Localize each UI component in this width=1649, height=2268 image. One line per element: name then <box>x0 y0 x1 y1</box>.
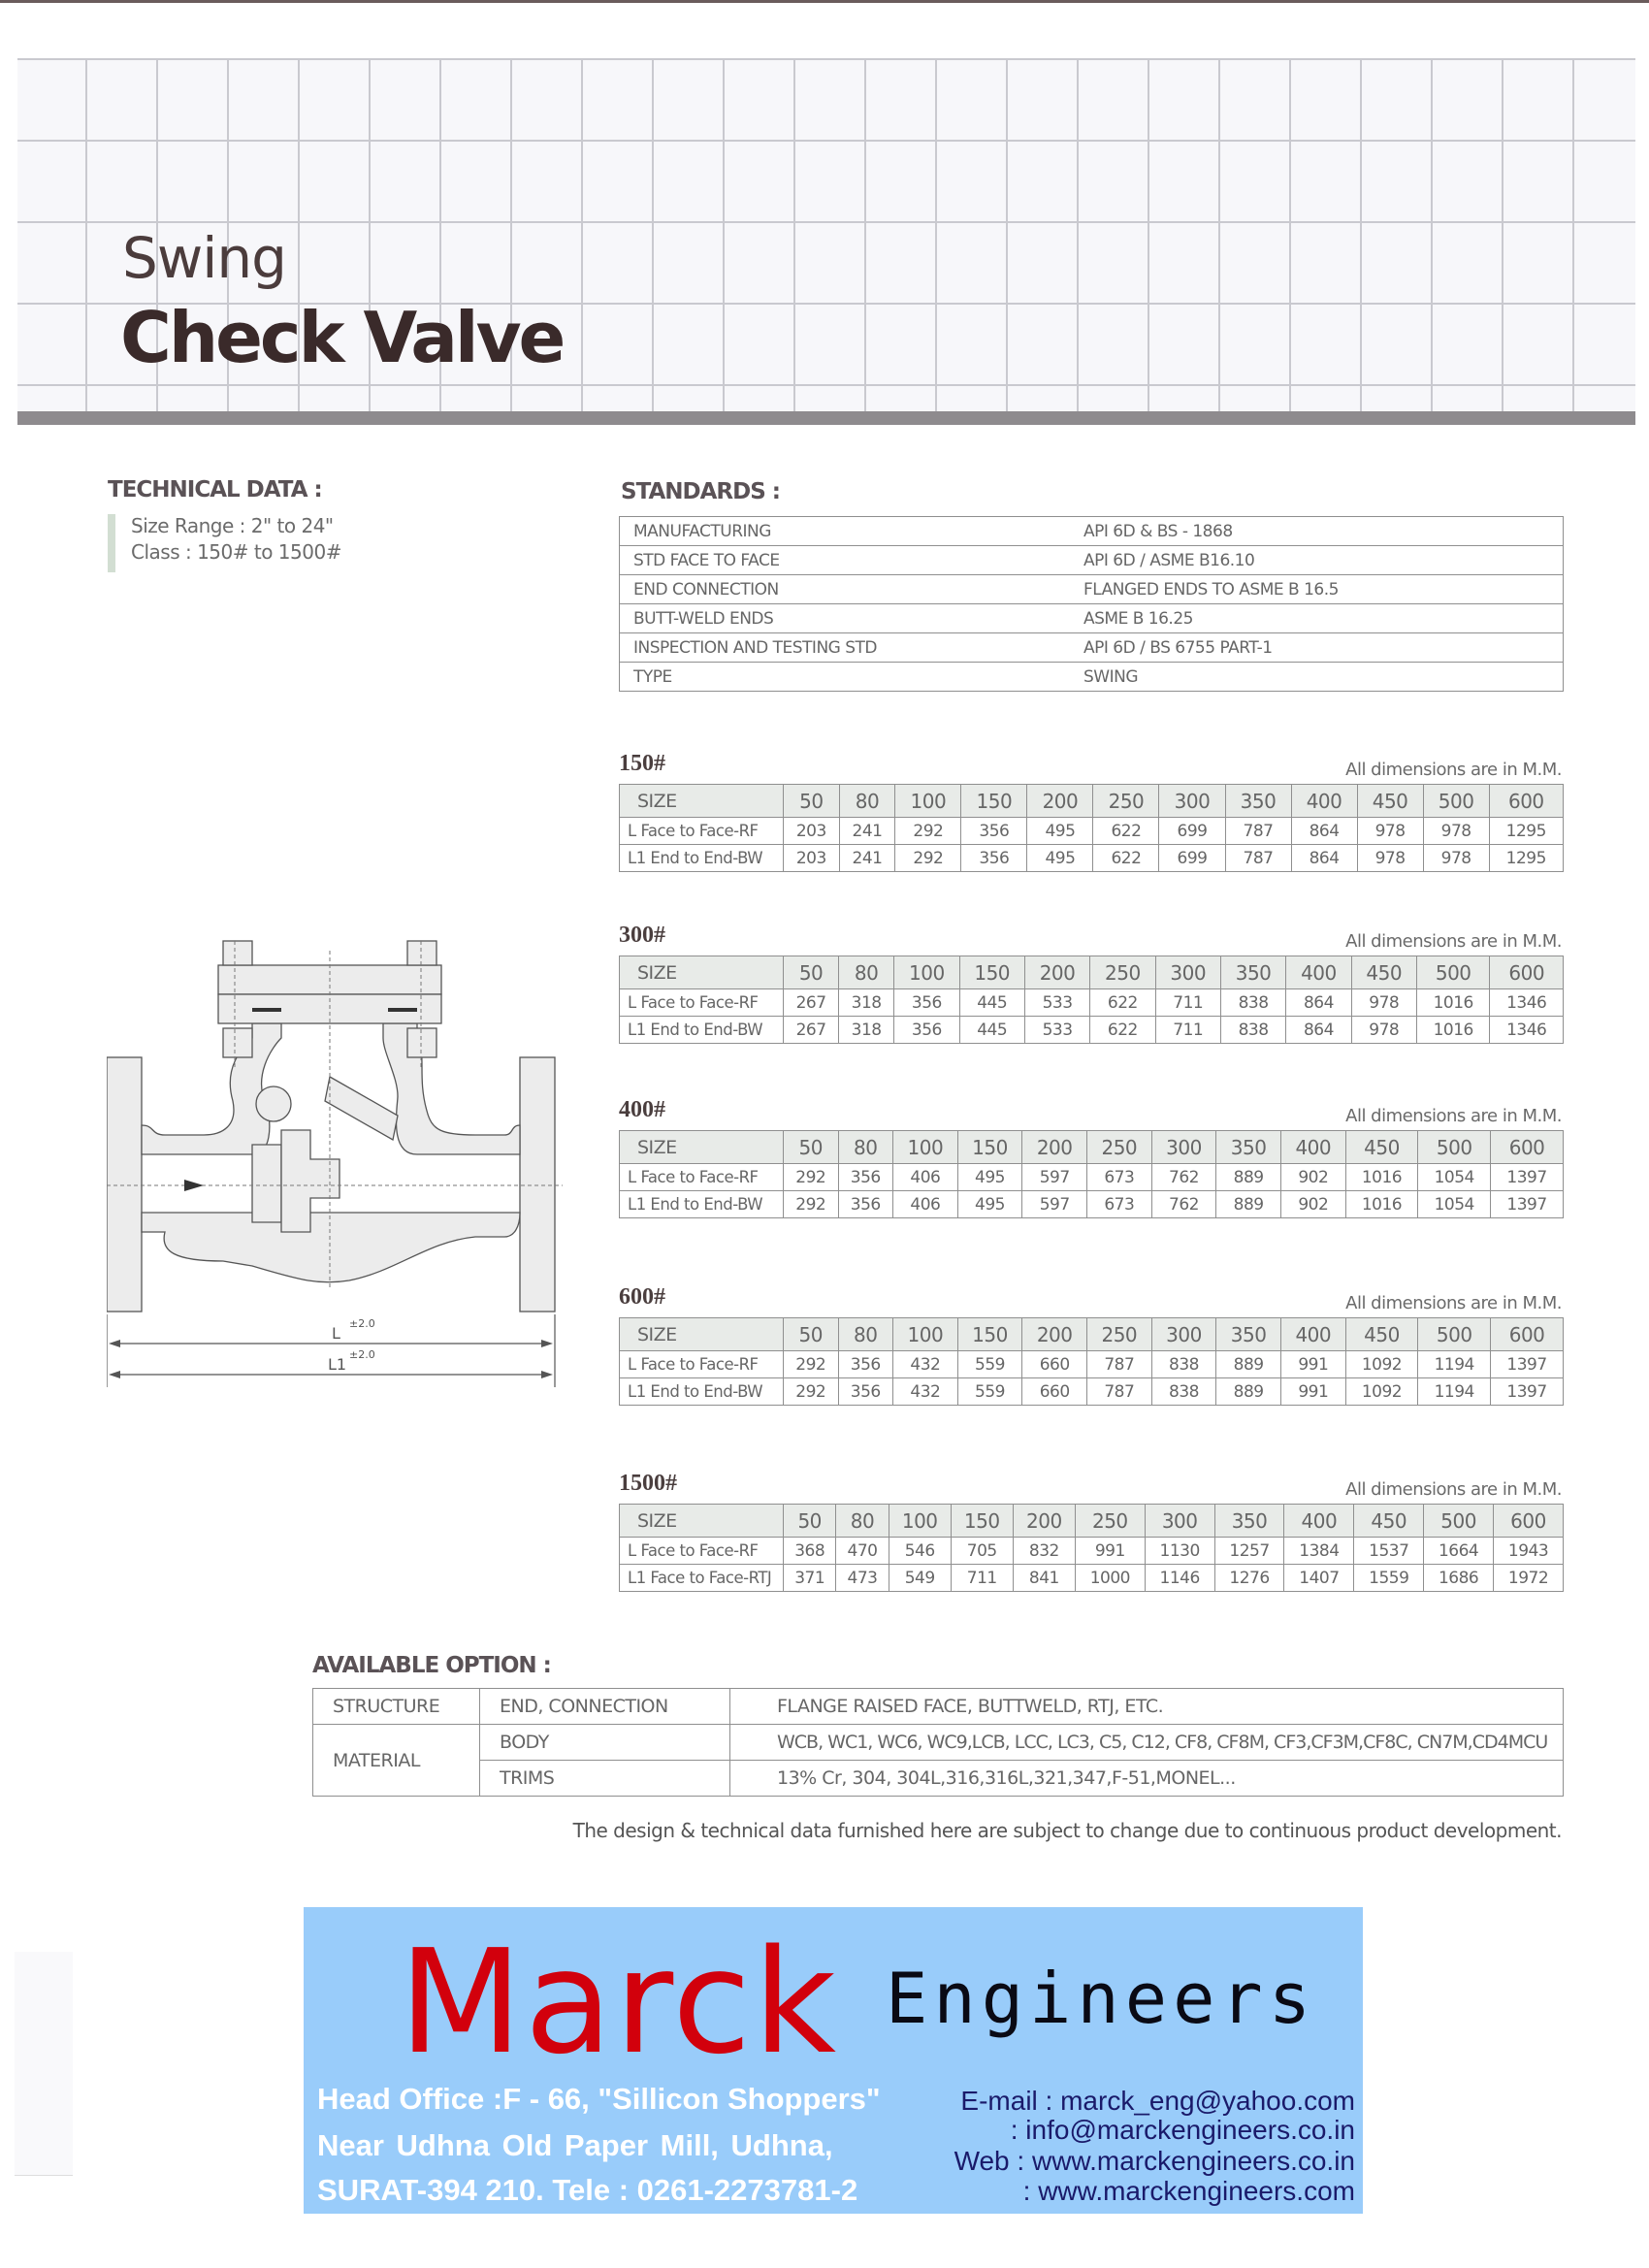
size-header-cell: 150 <box>957 1131 1022 1164</box>
size-range-text: Size Range : 2" to 24" <box>131 514 334 537</box>
size-header-cell: 150 <box>959 956 1024 989</box>
dimension-value-cell: 267 <box>784 1017 839 1044</box>
web-line-2[interactable]: : www.marckengineers.com <box>1022 2176 1355 2206</box>
dimension-unit-note: All dimensions are in M.M. <box>1345 1293 1562 1313</box>
size-header-cell: 400 <box>1280 1131 1345 1164</box>
email-line-1[interactable]: E-mail : marck_eng@yahoo.com <box>960 2086 1355 2116</box>
dimension-value-cell: 622 <box>1090 1017 1155 1044</box>
dimension-row <box>620 1538 1564 1565</box>
dimension-value-cell: 292 <box>895 818 961 845</box>
flow-direction-arrow-icon <box>184 1180 204 1191</box>
dimension-table <box>619 1317 1564 1406</box>
standards-row <box>620 663 1564 692</box>
dimension-value-cell: 1054 <box>1418 1191 1491 1218</box>
dimension-value-cell: 1092 <box>1345 1351 1418 1378</box>
standards-label: STD FACE TO FACE <box>620 546 1071 575</box>
dimension-value-cell: 1295 <box>1489 845 1563 872</box>
dimension-value-cell: 241 <box>839 845 895 872</box>
standards-label: END CONNECTION <box>620 575 1071 604</box>
dimension-row-label: L Face to Face-RF <box>620 1538 784 1565</box>
dimension-value-cell: 978 <box>1357 818 1423 845</box>
dimension-value-cell: 660 <box>1022 1351 1087 1378</box>
standards-value: ASME B 16.25 <box>1070 604 1564 633</box>
size-header-cell: 400 <box>1284 1505 1354 1538</box>
dimension-value-cell: 1146 <box>1145 1565 1214 1592</box>
dimension-value-cell: 1537 <box>1354 1538 1424 1565</box>
dimension-value-cell: 838 <box>1220 989 1285 1017</box>
dimension-value-cell: 660 <box>1022 1378 1087 1406</box>
size-header-cell: 300 <box>1151 1131 1216 1164</box>
size-header-cell: 300 <box>1155 956 1220 989</box>
standards-value: FLANGED ENDS TO ASME B 16.5 <box>1070 575 1564 604</box>
size-header-label: SIZE <box>620 1131 784 1164</box>
size-header-cell: 350 <box>1216 1131 1281 1164</box>
size-header-row <box>620 1131 1564 1164</box>
dimension-value-cell: 267 <box>784 989 839 1017</box>
standards-label: MANUFACTURING <box>620 517 1071 546</box>
dimension-row-label: L1 End to End-BW <box>620 1191 784 1218</box>
dimension-value-cell: 495 <box>957 1191 1022 1218</box>
dimension-value-cell: 406 <box>893 1191 958 1218</box>
size-header-cell: 250 <box>1087 1131 1152 1164</box>
dimension-value-cell: 292 <box>784 1378 839 1406</box>
dimension-value-cell: 1686 <box>1424 1565 1494 1592</box>
dimension-value-cell: 787 <box>1087 1351 1152 1378</box>
size-header-label: SIZE <box>620 1318 784 1351</box>
class-title: 1500# <box>619 1471 677 1496</box>
dimension-value-cell: 432 <box>893 1351 958 1378</box>
size-header-cell: 400 <box>1286 956 1351 989</box>
size-header-cell: 450 <box>1345 1318 1418 1351</box>
size-header-cell: 150 <box>961 785 1027 818</box>
dimension-value-cell: 495 <box>1027 845 1093 872</box>
size-header-cell: 350 <box>1220 956 1285 989</box>
size-header-cell: 80 <box>836 1505 889 1538</box>
size-header-cell: 350 <box>1225 785 1291 818</box>
dimension-value-cell: 1092 <box>1345 1378 1418 1406</box>
option-row-structure <box>313 1689 1564 1725</box>
size-header-cell: 600 <box>1491 1131 1564 1164</box>
size-header-cell: 100 <box>893 1318 958 1351</box>
size-header-cell: 450 <box>1345 1131 1418 1164</box>
dimension-row-label: L Face to Face-RF <box>620 1164 784 1191</box>
dimension-table <box>619 784 1564 872</box>
dimension-value-cell: 991 <box>1280 1351 1345 1378</box>
brand-name-engineers: Engineers <box>886 1958 1317 2039</box>
dimension-value-cell: 203 <box>784 818 840 845</box>
standards-value: SWING <box>1070 663 1564 692</box>
dimension-value-cell: 902 <box>1280 1164 1345 1191</box>
size-header-cell: 450 <box>1354 1505 1424 1538</box>
size-header-cell: 200 <box>1013 1505 1075 1538</box>
dimension-value-cell: 864 <box>1291 818 1357 845</box>
dimension-value-cell: 978 <box>1357 845 1423 872</box>
dimension-value-cell: 356 <box>838 1351 893 1378</box>
dimension-value-cell: 318 <box>839 989 894 1017</box>
size-header-cell: 100 <box>894 956 959 989</box>
header-divider-bar <box>17 411 1635 425</box>
dimension-row <box>620 1378 1564 1406</box>
size-header-cell: 250 <box>1075 1505 1145 1538</box>
size-header-cell: 50 <box>784 785 840 818</box>
dimension-value-cell: 356 <box>961 818 1027 845</box>
dimension-value-cell: 889 <box>1216 1378 1281 1406</box>
standards-row <box>620 604 1564 633</box>
dimension-table <box>619 956 1564 1044</box>
dimension-value-cell: 495 <box>957 1164 1022 1191</box>
dimension-value-cell: 356 <box>838 1191 893 1218</box>
size-header-cell: 300 <box>1159 785 1225 818</box>
dimension-value-cell: 711 <box>1155 1017 1220 1044</box>
dimension-value-cell: 1346 <box>1490 989 1564 1017</box>
dimension-value-cell: 864 <box>1291 845 1357 872</box>
dimension-value-cell: 1016 <box>1345 1164 1418 1191</box>
dimension-value-cell: 864 <box>1286 1017 1351 1044</box>
dimension-value-cell: 889 <box>1216 1191 1281 1218</box>
company-footer-banner <box>304 1907 1363 2214</box>
size-header-cell: 80 <box>839 785 895 818</box>
dimension-value-cell: 1276 <box>1214 1565 1284 1592</box>
size-header-cell: 50 <box>784 956 839 989</box>
dimension-value-cell: 546 <box>889 1538 951 1565</box>
dimension-value-cell: 889 <box>1216 1164 1281 1191</box>
dimension-value-cell: 1407 <box>1284 1565 1354 1592</box>
standards-row <box>620 575 1564 604</box>
dimension-value-cell: 622 <box>1093 818 1159 845</box>
dimension-value-cell: 787 <box>1225 845 1291 872</box>
dimension-value-cell: 1016 <box>1416 989 1490 1017</box>
dimension-value-cell: 549 <box>889 1565 951 1592</box>
class-title: 600# <box>619 1284 665 1310</box>
disclaimer-text: The design & technical data furnished here are subject to change due to continuous product development. <box>572 1819 1562 1842</box>
dimension-value-cell: 1397 <box>1491 1351 1564 1378</box>
dimension-value-cell: 597 <box>1022 1191 1087 1218</box>
dimension-value-cell: 559 <box>957 1378 1022 1406</box>
dimension-value-cell: 705 <box>951 1538 1013 1565</box>
title-line-check-valve: Check Valve <box>120 297 564 378</box>
size-header-label: SIZE <box>620 1505 784 1538</box>
trims-value: 13% Cr, 304, 304L,316,316L,321,347,F-51,MONEL... <box>730 1761 1564 1797</box>
standards-row <box>620 633 1564 663</box>
size-header-cell: 500 <box>1424 1505 1494 1538</box>
size-header-cell: 350 <box>1214 1505 1284 1538</box>
dimension-value-cell: 699 <box>1159 845 1225 872</box>
dimension-row <box>620 1351 1564 1378</box>
dimension-value-cell: 838 <box>1151 1378 1216 1406</box>
dimension-row <box>620 1191 1564 1218</box>
dimension-value-cell: 991 <box>1075 1538 1145 1565</box>
dimension-unit-note: All dimensions are in M.M. <box>1345 931 1562 952</box>
right-flange-shape <box>520 1057 555 1312</box>
address-line-2: Near Udhna Old Paper Mill, Udhna, <box>317 2128 833 2162</box>
brand-name-marck: Marck <box>399 1919 839 2086</box>
size-header-cell: 50 <box>784 1131 839 1164</box>
dimension-value-cell: 978 <box>1351 1017 1416 1044</box>
dimension-row <box>620 845 1564 872</box>
size-header-cell: 200 <box>1022 1318 1087 1351</box>
size-header-cell: 250 <box>1090 956 1155 989</box>
dimension-value-cell: 241 <box>839 818 895 845</box>
dimension-label-l1: L1 <box>328 1355 347 1374</box>
dimension-value-cell: 1559 <box>1354 1565 1424 1592</box>
option-row-trims <box>313 1761 1564 1797</box>
size-header-cell: 400 <box>1280 1318 1345 1351</box>
dimension-row <box>620 989 1564 1017</box>
material-label: MATERIAL <box>313 1725 480 1797</box>
size-header-label: SIZE <box>620 785 784 818</box>
dimension-value-cell: 762 <box>1151 1164 1216 1191</box>
dimension-value-cell: 711 <box>1155 989 1220 1017</box>
dimension-value-cell: 787 <box>1225 818 1291 845</box>
dimension-value-cell: 902 <box>1280 1191 1345 1218</box>
size-header-cell: 500 <box>1418 1318 1491 1351</box>
dimension-value-cell: 292 <box>784 1164 839 1191</box>
scan-artifact <box>15 1952 73 2176</box>
dimension-value-cell: 203 <box>784 845 840 872</box>
dimension-row-label: L1 Face to Face-RTJ <box>620 1565 784 1592</box>
size-header-row <box>620 1505 1564 1538</box>
dimension-value-cell: 1397 <box>1491 1191 1564 1218</box>
dimension-value-cell: 978 <box>1423 845 1489 872</box>
standards-label: TYPE <box>620 663 1071 692</box>
dimension-value-cell: 838 <box>1151 1351 1216 1378</box>
dimension-value-cell: 368 <box>784 1538 836 1565</box>
class-title: 150# <box>619 751 665 776</box>
top-border <box>0 0 1649 3</box>
size-header-cell: 400 <box>1291 785 1357 818</box>
standards-value: API 6D & BS - 1868 <box>1070 517 1564 546</box>
size-header-cell: 250 <box>1087 1318 1152 1351</box>
dimension-value-cell: 1943 <box>1494 1538 1564 1565</box>
dimension-value-cell: 473 <box>836 1565 889 1592</box>
dimension-value-cell: 841 <box>1013 1565 1075 1592</box>
dimension-value-cell: 406 <box>893 1164 958 1191</box>
dimension-label-l: L <box>332 1324 340 1343</box>
dimension-value-cell: 318 <box>839 1017 894 1044</box>
size-header-cell: 200 <box>1027 785 1093 818</box>
dimension-value-cell: 559 <box>957 1351 1022 1378</box>
left-flange-shape <box>107 1057 142 1312</box>
size-header-cell: 150 <box>957 1318 1022 1351</box>
standards-label: BUTT-WELD ENDS <box>620 604 1071 633</box>
dimension-value-cell: 622 <box>1090 989 1155 1017</box>
option-row-body <box>313 1725 1564 1761</box>
standards-row <box>620 517 1564 546</box>
dimension-row <box>620 1164 1564 1191</box>
dimension-row-label: L1 End to End-BW <box>620 1378 784 1406</box>
dimension-value-cell: 292 <box>784 1351 839 1378</box>
available-option-heading: AVAILABLE OPTION : <box>312 1653 551 1678</box>
dimension-value-cell: 597 <box>1022 1164 1087 1191</box>
dimension-value-cell: 1054 <box>1418 1164 1491 1191</box>
dimension-value-cell: 292 <box>784 1191 839 1218</box>
dimension-value-cell: 673 <box>1087 1191 1152 1218</box>
size-header-cell: 80 <box>838 1131 893 1164</box>
dimension-tolerance-l: ±2.0 <box>349 1317 375 1330</box>
standards-label: INSPECTION AND TESTING STD <box>620 633 1071 663</box>
standards-row <box>620 546 1564 575</box>
dimension-value-cell: 1972 <box>1494 1565 1564 1592</box>
size-header-cell: 100 <box>889 1505 951 1538</box>
technical-data-heading: TECHNICAL DATA : <box>108 477 322 502</box>
dimension-value-cell: 445 <box>959 989 1024 1017</box>
size-header-cell: 50 <box>784 1505 836 1538</box>
end-connection-label: END, CONNECTION <box>480 1689 730 1725</box>
dimension-value-cell: 495 <box>1027 818 1093 845</box>
dimension-row-label: L1 End to End-BW <box>620 845 784 872</box>
dimension-row-label: L1 End to End-BW <box>620 1017 784 1044</box>
size-header-cell: 250 <box>1093 785 1159 818</box>
size-header-label: SIZE <box>620 956 784 989</box>
dimension-value-cell: 1295 <box>1489 818 1563 845</box>
dimension-unit-note: All dimensions are in M.M. <box>1345 760 1562 780</box>
dimension-value-cell: 1257 <box>1214 1538 1284 1565</box>
dimension-value-cell: 356 <box>894 989 959 1017</box>
standards-heading: STANDARDS : <box>621 479 780 504</box>
dimension-value-cell: 1016 <box>1416 1017 1490 1044</box>
dimension-row-label: L Face to Face-RF <box>620 1351 784 1378</box>
dimension-value-cell: 1130 <box>1145 1538 1214 1565</box>
body-value: WCB, WC1, WC6, WC9,LCB, LCC, LC3, C5, C12, CF8, CF8M, CF3,CF3M,CF8C, CN7M,CD4MCU <box>730 1725 1564 1761</box>
dimension-value-cell: 356 <box>838 1164 893 1191</box>
standards-value: API 6D / ASME B16.10 <box>1070 546 1564 575</box>
size-header-cell: 80 <box>838 1318 893 1351</box>
size-header-cell: 500 <box>1416 956 1490 989</box>
dimension-value-cell: 445 <box>959 1017 1024 1044</box>
size-header-row <box>620 956 1564 989</box>
dimension-value-cell: 787 <box>1087 1378 1152 1406</box>
size-header-cell: 500 <box>1423 785 1489 818</box>
trims-label: TRIMS <box>480 1761 730 1797</box>
size-header-cell: 80 <box>839 956 894 989</box>
size-header-cell: 200 <box>1022 1131 1087 1164</box>
address-line-1: Head Office :F - 66, "Sillicon Shoppers" <box>317 2082 881 2116</box>
address-line-3: SURAT-394 210. Tele : 0261-2273781-2 <box>317 2173 858 2207</box>
dimension-value-cell: 1000 <box>1075 1565 1145 1592</box>
dimension-value-cell: 699 <box>1159 818 1225 845</box>
size-header-cell: 100 <box>893 1131 958 1164</box>
dimension-value-cell: 292 <box>895 845 961 872</box>
dimension-unit-note: All dimensions are in M.M. <box>1345 1106 1562 1126</box>
size-header-cell: 100 <box>895 785 961 818</box>
dimension-value-cell: 889 <box>1216 1351 1281 1378</box>
standards-table <box>619 516 1564 692</box>
size-header-cell: 150 <box>951 1505 1013 1538</box>
dimension-row-label: L Face to Face-RF <box>620 989 784 1017</box>
dimension-value-cell: 356 <box>894 1017 959 1044</box>
dimension-tolerance-l1: ±2.0 <box>349 1348 375 1361</box>
dimension-value-cell: 1346 <box>1490 1017 1564 1044</box>
size-header-cell: 350 <box>1216 1318 1281 1351</box>
dimension-value-cell: 356 <box>838 1378 893 1406</box>
dimension-value-cell: 762 <box>1151 1191 1216 1218</box>
dimension-row <box>620 1017 1564 1044</box>
dimension-value-cell: 470 <box>836 1538 889 1565</box>
web-line-1[interactable]: Web : www.marckengineers.co.in <box>954 2146 1355 2176</box>
dimension-value-cell: 533 <box>1024 989 1089 1017</box>
dimension-table <box>619 1130 1564 1218</box>
dimension-value-cell: 371 <box>784 1565 836 1592</box>
size-header-cell: 450 <box>1351 956 1416 989</box>
dimension-value-cell: 978 <box>1423 818 1489 845</box>
size-header-cell: 600 <box>1491 1318 1564 1351</box>
size-header-cell: 500 <box>1418 1131 1491 1164</box>
email-line-2[interactable]: : info@marckengineers.co.in <box>1010 2115 1355 2145</box>
dimension-row-label: L Face to Face-RF <box>620 818 784 845</box>
dimension-value-cell: 1016 <box>1345 1191 1418 1218</box>
dimension-value-cell: 1194 <box>1418 1351 1491 1378</box>
dimension-value-cell: 1194 <box>1418 1378 1491 1406</box>
dimension-value-cell: 1664 <box>1424 1538 1494 1565</box>
class-title: 400# <box>619 1097 665 1122</box>
dimension-value-cell: 356 <box>961 845 1027 872</box>
size-header-row <box>620 1318 1564 1351</box>
title-line-swing: Swing <box>122 225 286 291</box>
size-header-cell: 300 <box>1145 1505 1214 1538</box>
technical-data-accent-bar <box>108 514 115 572</box>
size-header-cell: 600 <box>1489 785 1563 818</box>
structure-label: STRUCTURE <box>313 1689 480 1725</box>
dimension-row <box>620 1565 1564 1592</box>
size-header-cell: 600 <box>1494 1505 1564 1538</box>
class-range-text: Class : 150# to 1500# <box>131 540 341 564</box>
standards-value: API 6D / BS 6755 PART-1 <box>1070 633 1564 663</box>
dimension-row <box>620 818 1564 845</box>
end-connection-value: FLANGE RAISED FACE, BUTTWELD, RTJ, ETC. <box>730 1689 1564 1725</box>
dimension-value-cell: 1384 <box>1284 1538 1354 1565</box>
size-header-row <box>620 785 1564 818</box>
dimension-value-cell: 832 <box>1013 1538 1075 1565</box>
dimension-table <box>619 1504 1564 1592</box>
dimension-value-cell: 838 <box>1220 1017 1285 1044</box>
dimension-value-cell: 1397 <box>1491 1164 1564 1191</box>
dimension-value-cell: 533 <box>1024 1017 1089 1044</box>
available-option-table <box>312 1688 1564 1797</box>
dimension-value-cell: 432 <box>893 1378 958 1406</box>
size-header-cell: 450 <box>1357 785 1423 818</box>
size-header-cell: 600 <box>1490 956 1564 989</box>
size-header-cell: 200 <box>1024 956 1089 989</box>
swing-check-valve-drawing <box>107 931 572 1387</box>
size-header-cell: 50 <box>784 1318 839 1351</box>
dimension-unit-note: All dimensions are in M.M. <box>1345 1479 1562 1500</box>
dimension-value-cell: 1397 <box>1491 1378 1564 1406</box>
class-title: 300# <box>619 923 665 948</box>
dimension-value-cell: 673 <box>1087 1164 1152 1191</box>
size-header-cell: 300 <box>1151 1318 1216 1351</box>
dimension-value-cell: 978 <box>1351 989 1416 1017</box>
dimension-value-cell: 711 <box>951 1565 1013 1592</box>
dimension-value-cell: 991 <box>1280 1378 1345 1406</box>
dimension-value-cell: 622 <box>1093 845 1159 872</box>
body-label: BODY <box>480 1725 730 1761</box>
dimension-value-cell: 864 <box>1286 989 1351 1017</box>
